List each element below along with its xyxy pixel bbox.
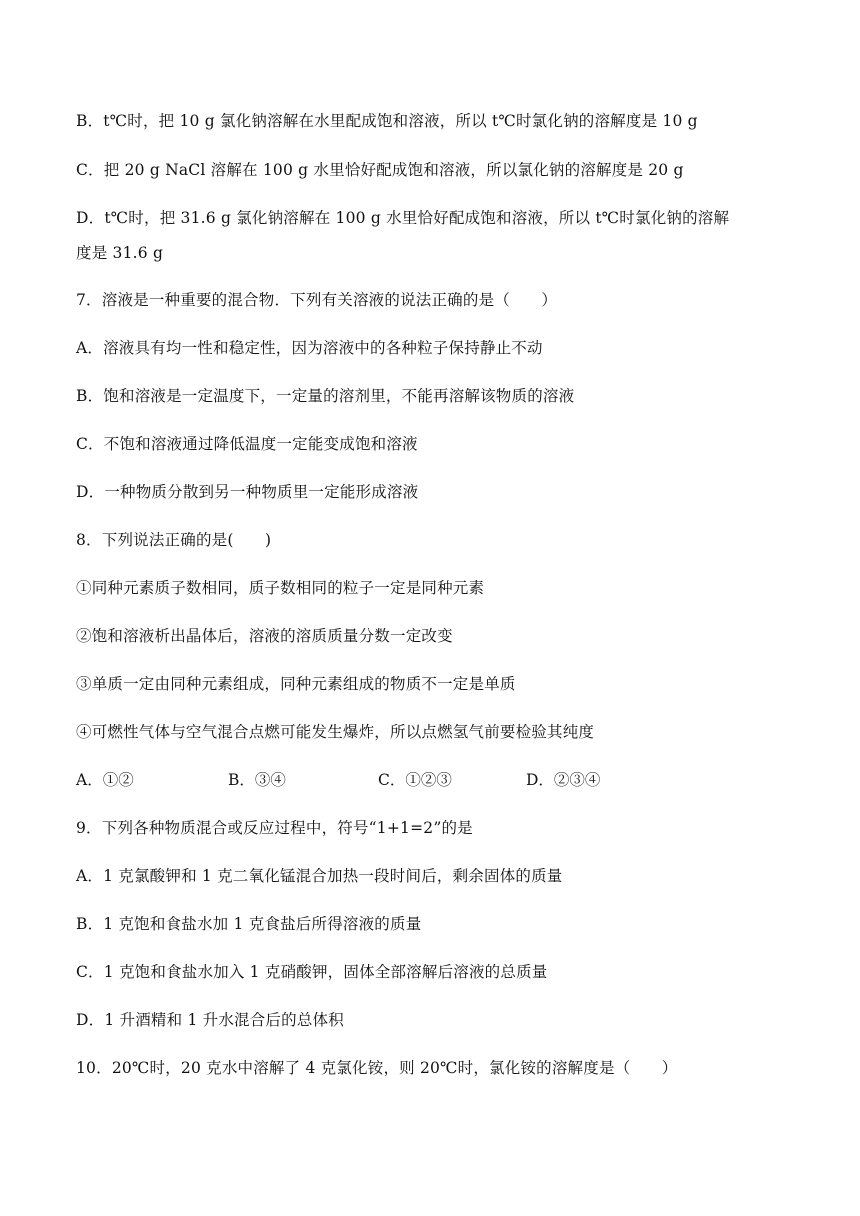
q8-option-b: B．③④ — [228, 771, 286, 789]
q8-statement-3: ③单质一定由同种元素组成，同种元素组成的物质不一定是单质 — [76, 675, 516, 693]
q10-stem: 10．20℃时，20 克水中溶解了 4 克氯化铵，则 20℃时，氯化铵的溶解度是（ ） — [76, 1059, 678, 1077]
q9-option-a: A．1 克氯酸钾和 1 克二氧化锰混合加热一段时间后，剩余固体的质量 — [76, 867, 563, 885]
q9-stem: 9．下列各种物质混合或反应过程中，符号“1+1=2”的是 — [76, 819, 473, 837]
q6-option-d-line1: D．t℃时，把 31.6 g 氯化钠溶解在 100 g 水里恰好配成饱和溶液，所以 t℃时氯化钠的溶解 — [76, 209, 730, 227]
q7-option-d: D．一种物质分散到另一种物质里一定能形成溶液 — [76, 483, 419, 501]
q7-stem: 7．溶液是一种重要的混合物．下列有关溶液的说法正确的是（ ） — [76, 291, 558, 309]
q6-option-d-line2: 度是 31.6 g — [76, 244, 164, 262]
q9-option-c: C．1 克饱和食盐水加入 1 克硝酸钾，固体全部溶解后溶液的总质量 — [76, 963, 548, 981]
q6-option-b: B．t℃时，把 10 g 氯化钠溶解在水里配成饱和溶液，所以 t℃时氯化钠的溶解度是 10 g — [76, 112, 698, 130]
q9-option-d: D．1 升酒精和 1 升水混合后的总体积 — [76, 1011, 344, 1029]
q8-statement-4: ④可燃性气体与空气混合点燃可能发生爆炸，所以点燃氢气前要检验其纯度 — [76, 723, 595, 741]
q8-statement-1: ①同种元素质子数相同，质子数相同的粒子一定是同种元素 — [76, 579, 485, 597]
q8-option-d: D．②③④ — [526, 771, 601, 789]
q7-option-c: C．不饱和溶液通过降低温度一定能变成饱和溶液 — [76, 435, 418, 453]
q6-option-c: C．把 20 g NaCl 溶解在 100 g 水里恰好配成饱和溶液，所以氯化钠的溶解度是 20 g — [76, 161, 684, 179]
q7-option-a: A．溶液具有均一性和稳定性，因为溶液中的各种粒子保持静止不动 — [76, 339, 543, 357]
q9-option-b: B．1 克饱和食盐水加 1 克食盐后所得溶液的质量 — [76, 915, 422, 933]
q8-option-c: C．①②③ — [378, 771, 452, 789]
q7-option-b: B．饱和溶液是一定温度下，一定量的溶剂里，不能再溶解该物质的溶液 — [76, 387, 575, 405]
q8-statement-2: ②饱和溶液析出晶体后，溶液的溶质质量分数一定改变 — [76, 627, 453, 645]
q8-stem: 8．下列说法正确的是( ) — [76, 531, 272, 549]
q8-option-a: A．①② — [76, 771, 134, 789]
